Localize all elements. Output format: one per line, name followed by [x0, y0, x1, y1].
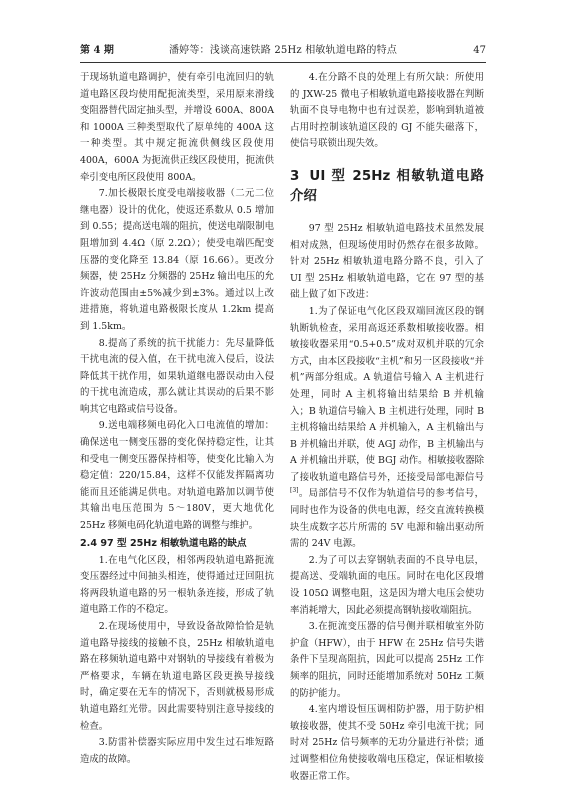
paragraph: 3.在扼流变压器的信号侧并联相敏室外防护盒（HFW），由于 HFW 在 25Hz 信号失谐条件下呈现高阻抗，因此可以提高 25Hz 工作频率的阻抗，同时还能增加系统对 50Hz 工频的防护能力。: [290, 621, 484, 699]
page-number: 47: [473, 45, 486, 56]
paragraph-text: 。局部信号不仅作为轨道信号的参考信号，同时也作为设备的供电电源，经交直流转换模块生成数字芯片所需的 5V 电源和输出驱动所需的 24V 电源。: [290, 488, 484, 550]
running-title: 潘婷等：浅谈高速铁路 25Hz 相敏轨道电路的特点: [168, 45, 398, 56]
paragraph: 4.室内增设恒压调相防护器，用于防护相敏接收器，使其不受 50Hz 牵引电流干扰；同时对 25Hz 信号频率的无功分量进行补偿；通过调整相位角使接收端电压稳定，保证相敏接收器正常工作。: [290, 704, 484, 782]
paragraph: 1.在电气化区段，相邻两段轨道电路扼流变压器经过中间抽头相连，使得通过迂回阻抗将两段轨道电路的另一根轨条连接，形成了轨道电路工作的不稳定。: [80, 554, 274, 616]
subsection-heading: 2.4 97 型 25Hz 相敏轨道电路的缺点: [80, 537, 247, 549]
citation-ref: [3]: [290, 487, 299, 495]
paragraph: 9.送电端移频电码化入口电流值的增加：确保送电一侧变压器的变化保持稳定性，让其和受电一侧变压器保持相等，使变化比输入为稳定值：220/15.84，这样不仅能发挥隔离功能而且还能满足供电。对轨道电路加以调节使其输出电压范围为 5～180V，更大地优化 25Hz 移频电码化轨道电路的调整与维护。: [80, 420, 274, 532]
right-column: [290, 70, 484, 785]
issue-label: 第 4 期: [80, 45, 114, 56]
paragraph: 于现场轨道电路调护，使有牵引电流回归的轨道电路区段均使用配扼流类型，采用原来滑线变阻器替代固定抽头型，并增设 600A、800A 和 1000A 三种类型取代了原单纯的 400A 这一种类型。其中规定扼流供侧线区段使用 400A，600A 为扼流供正线区段使用，扼流供牵引变电所区段使用 800A。: [80, 72, 274, 183]
running-header: [80, 42, 486, 63]
paragraph-text: 1.为了保证电气化区段双端回流区段的钢轨断轨检查，采用高返还系数相敏接收器。相敏接收器采用“0.5+0.5”成对双机并联的冗余方式，由本区段接收“主机”和另一区段接收“并机”两部分组成。A 轨道信号输入 A 主机进行处理，同时 A 主机将输出结果给 B 并机输入；B 轨道信号输入 B 主机进行处理，同时 B 主机将输出结果给 A 并机输入，A 主机输出与 B 并机输出并联，使 AGJ 动作，B 主机输出与 A 并机输出并联，使 BGJ 动作。相敏接收器除了接收轨道电路信号外，还接受局部电源信号: [290, 305, 484, 483]
paragraph: [290, 304, 484, 553]
paragraph: 97 型 25Hz 相敏轨道电路技术虽然发展相对成熟，但现场使用时仍然存在很多故障。针对 25Hz 相敏轨道电路分路不良，引入了 UI 型 25Hz 相敏轨道电路，它在 97 型的基础上做了如下改进：: [290, 222, 484, 301]
section-title: UI 型 25Hz 相敏轨道电路介绍: [290, 168, 484, 204]
paragraph: 4.在分路不良的处理上有所欠缺：所使用的 JXW-25 微电子相敏轨道电路接收器在判断轨面不良导电物中也有过误差，影响到轨道被占用时控制该轨道区段的 GJ 不能失磁落下，使信号联锁出现失效。: [290, 72, 484, 150]
section-number: 3: [290, 168, 300, 184]
paragraph: 8.提高了系统的抗干扰能力：先尽量降低干扰电流的侵入值，在干扰电流入侵后，设法降低其干扰作用，如果轨道继电器误动由入侵的干扰电流造成，那么就让其误动的后果不影响其它电路或信号设备。: [80, 337, 274, 415]
left-column: [80, 70, 274, 768]
section-heading: [290, 167, 484, 207]
paragraph: 3.防雷补偿器实际应用中发生过石堆短路造成的故障。: [80, 737, 274, 765]
paragraph: 7.加长极限长度受电端接收器（二元二位继电器）设计的优化，使返还系数从 0.5 增加到 0.55；提高送电端的阻抗，使送电端限制电阻增加到 4.4Ω（原 2.2Ω）；使受电端匹配变压器的变化降至 13.84（原 16.66）。更改分频器，使 25Hz 分频器的 25Hz 输出电压的允许波动范围由±5%减少到±3%。通过以上改进措施，将轨道电路极限长度从 1.2km 提高到 1.5km。: [80, 188, 274, 332]
paragraph: 2.为了可以去穿钢轨表面的不良导电层，提高送、受端轨面的电压。同时在电化区段增设 105Ω 调整电阻，这是因为增大电压会使功率消耗增大，因此必须提高钢轨接收端阻抗。: [290, 554, 484, 616]
paragraph: 2.在现场使用中，导致设备故障恰恰是轨道电路导接线的接触不良，25Hz 相敏轨道电路在移频轨道电路中对钢轨的导接线有着极为严格要求，车辆在轨道电路区段更换导接线时，确定要在无车的情况下，否则就极易形成轨道电路红光带。因此需要特别注意导接线的检查。: [80, 621, 274, 732]
